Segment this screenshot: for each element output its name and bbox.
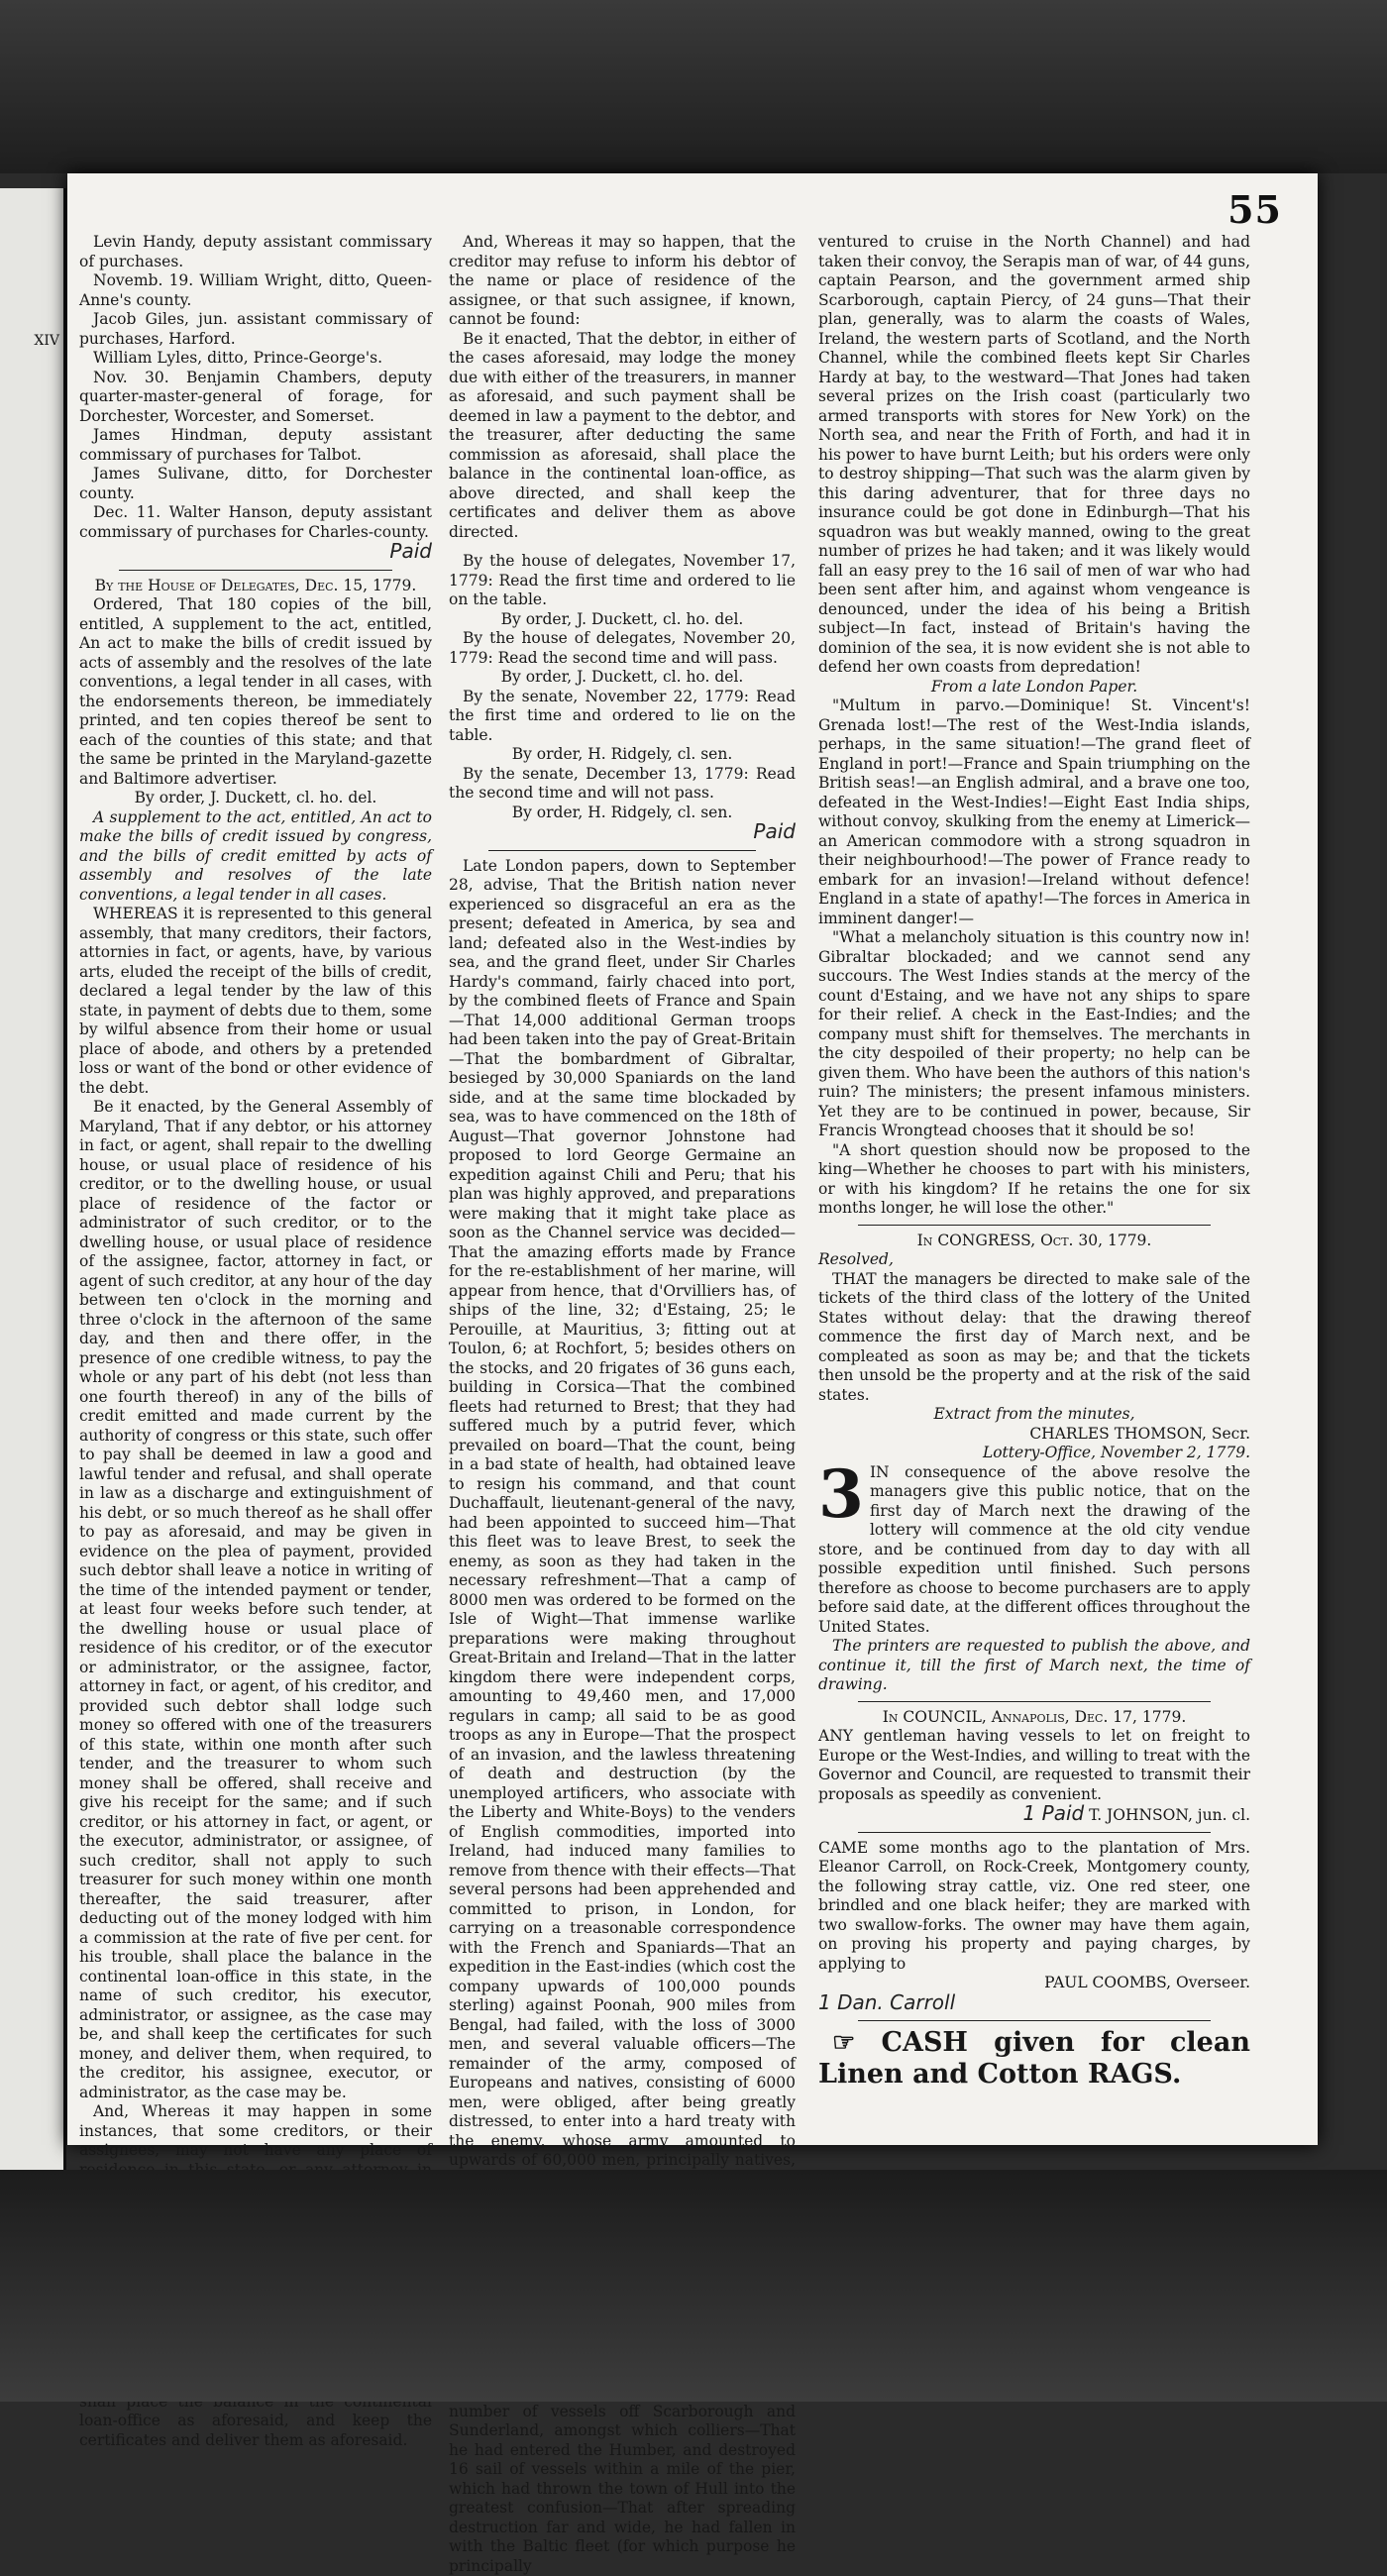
- coombs-signature: PAUL COOMBS, Overseer.: [818, 1974, 1250, 1993]
- microfilm-bottom-border: [0, 2170, 1387, 2402]
- and-whereas-paragraph: And, Whereas it may happen in some instances, that some creditors, or their assignees, may not have any place of: [79, 2102, 432, 2200]
- cash-for-rags-ad: ☞ CASH given for clean Linen and Cotton RAGS.: [818, 2027, 1250, 2091]
- and-whereas-paragraph-2: And, Whereas it may so happen, that the creditor may refuse to inform his debtor of the name or place of residence of the assignee, or that such assignee, if known, cannot be found:: [449, 233, 796, 330]
- reading-signature-3: By order, H. Ridgely, cl. sen.: [449, 745, 796, 765]
- reading-signature-4: By order, H. Ridgely, cl. sen.: [449, 804, 796, 823]
- divider: [119, 570, 392, 571]
- handwritten-paid-note: Paid: [449, 822, 796, 844]
- congress-heading: In CONGRESS, Oct. 30, 1779.: [818, 1232, 1250, 1251]
- handwritten-paid-note: Paid: [79, 542, 432, 564]
- multum-paragraph: "Multum in parvo.—Dominique! St. Vincent's! Grenada lost!—The rest of the West-India islands, perhaps, in the same situation!—The grand fleet of England in port!—France and Spain triumphing on the British seas!—an English admiral, and a brave one too, defeated in the West-Indies!—Eight East India ships, without convoy, skulking from the enemy at Limerick—an American commodore with a strong squadron in their neighbourhood!—The power of France ready to embark for an invasion!—Ireland without defence! England in a state of apathy!—The forces in America in imminent danger!—: [818, 697, 1250, 928]
- appointment-entry: Nov. 30. Benjamin Chambers, deputy quarter-master-general of forage, for Dorchester, Worcester, and Somerset.: [79, 369, 432, 427]
- lottery-number: 3: [818, 1465, 864, 1523]
- question-paragraph: "A short question should now be proposed to the king—Whether he chooses to part with his ministers, or with his kingdom? If he retains the one for six months longer, he will lose the other.": [818, 1141, 1250, 1219]
- appointment-entry: Dec. 11. Walter Hanson, deputy assistant commissary of purchases for Charles-county.: [79, 503, 432, 542]
- resolved-paragraph: THAT the managers be directed to make sale of the tickets of the third class of the lottery of the United States without delay: that the drawing thereof commence the first day of March next, and be compleated as soon as may be; and that the tickets then unsold be the property and at the risk of the said states.: [818, 1270, 1250, 1406]
- extract-line: Extract from the minutes,: [818, 1405, 1250, 1425]
- house-heading: By the House of Delegates, Dec. 15, 1779.: [79, 577, 432, 596]
- reading-note-4: By the senate, December 13, 1779: Read the second time and will not pass.: [449, 765, 796, 804]
- enacted-paragraph-2: loan-office as aforesaid, and keep the certificates and deliver them as aforesaid.: [79, 2200, 432, 2451]
- divider: [858, 1701, 1211, 1702]
- london-news-paragraph: Late London papers, down to September 28, advise, That the British nation never experienced so disgraceful an era as the present; defeated in America, by sea and land; defeated also in the West-indies by sea, and the grand fleet, under Sir Charles Hardy's command, fairly chaced into port, by the combined fleets of France and Spain—That 14,000 additional German troops had been taken into the pay of Great-Britain—That the bombardment of Gibraltar, besieged by 30,000 Spaniards on the land side, and at the same time blockaded by sea, was to have commenced on the 18th of August—That governor Johnstone had proposed to lord George Germaine an expedition against Chili and Peru; that his plan was highly approved, and preparations were making that it might take place as soon as the Channel service was decided—That the amazing efforts made by France for the re-establishment of her marine, will appear from hence, that d'Orvilliers has, of ships of the line, 32; d'Estaing, 25; le Perouille, at Mauritius, 3; fitting out at Toulon, 6; at Rochfort, 5; besides others on the stocks, and 20 frigates of 36 guns each, building in Corsica—That the combined fleets had returned to Brest; that they had suffered much by a putrid fever, which prevailed on board—That the count, being in a bad state of health, had obtained leave to resign his command, and that count Duchaffault, lieutenant-general of the navy, had been appointed to succeed him—That this fleet was to leave Brest, to seek the enemy, as soon as they had taken in the necessary refreshment—That a camp of 8000 men was ordered to be formed on the Isle of Wight—That immense warlike preparations were making throughout Great-Britain and Ireland—That in the latter kingdom there were independent corps, amounting to 49,460 men, and 17,000 regulars in camp; all said to be as good troops as any in Europe—That the prospect of an invasion, and the lawless threatening of death and destruction (by the unemployed artificers, who associate with the Liberty and White-Boys) to the venders of English commodities, imported into Ireland, had induced many families to remove from thence with their effects—That several persons had been apprehended and committed to prison, in London, for carrying on a treasonable correspondence with the French and Spaniards—That an expedition in the East-indies (which cost the company upwards of 100,000 pounds sterling) against Poonah, 900 miles from Bengal, had failed, with the loss of 3000 men, and several valuable officers—The remainder of the army, composed of Europeans and natives, consisting of 6000 men, were obliged, after being greatly distressed, to enter into a hard treaty with the enemy, whose army amounted to upwards of 60,000 men, principally natives, number of vessels off Scarborough and Sunderland, amongst which colliers—That he had entered the Humber, and destroyed 16 sail of vessels within a mile of the pier, which had thrown the town of Hull into the greatest confusion—That after spreading destruction far and wide, he had fallen in with the Baltic fleet (for which purpose he principally: [449, 857, 796, 2576]
- reading-note-1: By the house of delegates, November 17, 1779: Read the first time and ordered to lie on the table.: [449, 552, 796, 610]
- handwritten-carroll-mark: 1 Dan. Carroll: [818, 1993, 1250, 2015]
- thomson-signature: CHARLES THOMSON, Secr.: [818, 1425, 1250, 1445]
- divider: [858, 1832, 1211, 1833]
- microfilm-top-border: [0, 0, 1387, 173]
- appointment-entry: Levin Handy, deputy assistant commissary of purchases.: [79, 233, 432, 271]
- ordered-paragraph: Ordered, That 180 copies of the bill, entitled, A supplement to the act, entitled, An act to make the bills of credit issued by acts of assembly and the resolves of the late conventions, a legal tender in all cases, with the endorsements thereon, be immediately printed, and ten copies thereof be sent to each of the counties of this state; and that the same be printed in the Maryland-gazette and Baltimore advertiser.: [79, 595, 432, 789]
- divider: [858, 1225, 1211, 1226]
- pointing-hand-icon: ☞: [832, 2028, 855, 2058]
- appointment-entry: Jacob Giles, jun. assistant commissary of purchases, Harford.: [79, 310, 432, 349]
- enacted-paragraph-1: Be it enacted, by the General Assembly of Maryland, That if any debtor, or his attorney in fact, or agent, shall repair to the dwelling house, or usual place of residence of his creditor, or to the dwelling house, or usual place of residence of the factor or administrator of such creditor, or to the dwelling house, or usual place of residence of the assignee, factor, attorney in fact, or agent of such creditor, at any hour of the day between ten o'clock in the morning and three o'clock in the afternoon of the same day, and then and there offer, in the presence of one credible witness, to pay the whole or any part of his debt (not less than one fourth thereof) in any of the bills of credit emitted and made current by the authority of congress or this state, such offer to pay shall be deemed in law a good and lawful tender and refusal, and shall operate in law as a discharge and extinguishment of his debt, or so much thereof as he shall offer to pay as aforesaid, and may be given in evidence on the plea of payment, provided such debtor shall leave a notice in writing of the time of the intended payment or tender, at least four weeks before such tender, at the dwelling house or usual place of residence of his creditor, or of the executor or administrator, or the assignee, factor, attorney in fact, or agent, of his creditor, and provided such debtor shall lodge such money so offered with one of the treasurers of this state, within one month after such tender, and the treasurer to whom such money shall be offered, shall receive and give his receipt for the same; and if such creditor, or his attorney in fact, or agent, or the executor, administrator, or assignee, of such creditor, shall not apply to such treasurer for such money within one month thereafter, the said treasurer, after deducting out of the money lodged with him a commission at the rate of five per cent. for his trouble, shall place the balance in the continental loan-office in this state, in the name of such creditor, his executor, administrator, or assignee, as the case may be, and shall keep the certificates for such money, and deliver them, when required, to the creditor, his assignee, executor, or administrator, as the case may be.: [79, 1098, 432, 2102]
- printers-note: The printers are requested to publish the above, and continue it, till the first of March next, the time of drawing.: [818, 1637, 1250, 1695]
- order-signature: By order, J. Duckett, cl. ho. del.: [79, 789, 432, 808]
- enacted-paragraph-3: Be it enacted, That the debtor, in either of the cases aforesaid, may lodge the money due with either of the treasurers, in manner as aforesaid, and such payment shall be deemed in law a payment to the debtor, and the treasurer, after deducting the same commission as aforesaid, shall place the balance in the continental loan-office, as above directed, and shall keep the certificates and deliver them as above directed.: [449, 330, 796, 543]
- from-late-paper-heading: From a late London Paper.: [818, 678, 1250, 698]
- resolved-label: Resolved,: [818, 1250, 1250, 1270]
- appointments-list: [79, 233, 432, 542]
- appointment-entry: James Sulivane, ditto, for Dorchester county.: [79, 465, 432, 503]
- reading-note-3: By the senate, November 22, 1779: Read the first time and ordered to lie on the table.: [449, 688, 796, 746]
- previous-page-edge: [0, 188, 66, 2180]
- stray-cattle-notice: CAME some months ago to the plantation of Mrs. Eleanor Carroll, on Rock-Creek, Montgomery county, the following stray cattle, viz. One red steer, one brindled and one black heifer; they are marked with two swallow-forks. The owner may have them again, on proving his property and paying charges, by applying to: [818, 1839, 1250, 1975]
- whereas-paragraph: WHEREAS it is represented to this general assembly, that many creditors, their factors, attornies in fact, or agents, have, by various arts, eluded the receipt of the bills of credit, declared a legal tender by the law of this state, in payment of debts due to them, some by wilful absence from their home or usual place of abode, and others by a pretended loss or want of the bond or other evidence of the debt.: [79, 905, 432, 1098]
- council-heading: In COUNCIL, Annapolis, Dec. 17, 1779.: [818, 1708, 1250, 1728]
- appointment-entry: Novemb. 19. William Wright, ditto, Queen-Anne's county.: [79, 271, 432, 310]
- column-1: [79, 233, 432, 2450]
- reading-signature-1: By order, J. Duckett, cl. ho. del.: [449, 610, 796, 630]
- lottery-office-dateline: Lottery-Office, November 2, 1779.: [818, 1444, 1250, 1463]
- johnson-signature-line: 1 Paid T. JOHNSON, jun. cl.: [818, 1804, 1250, 1826]
- appointment-entry: William Lyles, ditto, Prince-George's.: [79, 349, 432, 369]
- appointment-entry: James Hindman, deputy assistant commissary of purchases for Talbot.: [79, 426, 432, 465]
- reading-note-2: By the house of delegates, November 20, 1779: Read the second time and will pass.: [449, 629, 796, 668]
- column-3: [818, 233, 1250, 2091]
- handwritten-paid-mark: 1 Paid: [1023, 1801, 1085, 1825]
- supplement-title: A supplement to the act, entitled, An act to make the bills of credit issued by congress, and the bills of credit emitted by acts of assembly and resolves of the late conventions, a legal tender in all cases.: [79, 808, 432, 906]
- continued-news-paragraph: ventured to cruise in the North Channel) and had taken their convoy, the Serapis man of war, of 44 guns, captain Pearson, and the government armed ship Scarborough, captain Piercy, of 24 guns—That their plan, generally, was to alarm the coasts of Wales, Ireland, the western parts of Scotland, and the North Channel, while the combined fleets kept Sir Charles Hardy at bay, to the westward—That Jones had taken several prizes on the Irish coast (particularly two armed transports with stores for New York) on the North sea, and near the Frith of Forth, and had it in his power to have burnt Leith; but his orders were only to destroy shipping—That such was the alarm given by this daring adventurer, that for three days no insurance could be got done in Edinburgh—That his squadron was but weakly manned, owing to the great number of prizes he had taken; and it was likely would fall an easy prey to the 16 sail of men of war who had been sent after him, and against whom vengeance is denounced, under the idea of his being a British subject—In fact, instead of Britain's having the dominion of the sea, it is now evident she is not able to defend her own coasts from depredation!: [818, 233, 1250, 678]
- divider: [488, 850, 756, 851]
- page-number: 55: [1227, 187, 1282, 232]
- divider: [858, 2020, 1211, 2021]
- reading-signature-2: By order, J. Duckett, cl. ho. del.: [449, 668, 796, 688]
- newspaper-page: [67, 173, 1318, 2145]
- previous-page-fragment: XIV: [34, 331, 59, 352]
- lottery-notice: 3 IN consequence of the above resolve the managers give this public notice, that on the first day of March next the drawing of the lottery will commence at the old city vendue store, and be continued from day to day with all possible expedition until finished. Such persons therefore as choose to become purchasers are to apply before said date, at the different offices throughout the United States.: [818, 1463, 1250, 1638]
- any-gentleman-notice: ANY gentleman having vessels to let on freight to Europe or the West-Indies, and willing to treat with the Governor and Council, are requested to transmit their proposals as speedily as convenient.: [818, 1727, 1250, 1804]
- melancholy-paragraph: "What a melancholy situation is this country now in! Gibraltar blockaded; and we cannot send any succours. The West Indies stands at the mercy of the count d'Estaing, and we have not any ships to spare for their relief. A check in the East-Indies; and the company must shift for themselves. The merchants in the city despoiled of their property; no help can be given them. Who have been the authors of this nation's ruin? The ministers; the present infamous ministers. Yet they are to be continued in power, because, Sir Francis Wrongtead chooses that it should be so!: [818, 928, 1250, 1141]
